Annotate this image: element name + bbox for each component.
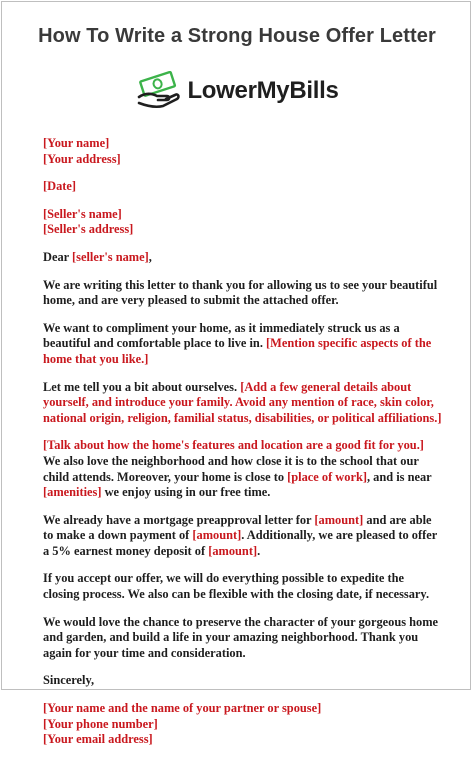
date-line [43,179,443,195]
brand-name: LowerMyBills [187,77,339,104]
page-title: How To Write a Strong House Offer Letter [38,25,436,47]
sender-name: [Your name] [43,136,110,150]
fit-placeholder: [Talk about how the home's features and location are a good fit for you.] [43,438,424,453]
sender-block [43,136,443,167]
salutation-prefix: Dear [43,249,73,264]
paragraph-closing-process: If you accept our offer, we will do everything possible to expedite the closing process. We also can be flexible with the closing date, if necessary. [43,571,430,602]
paragraph-thank-you: We would love the chance to preserve the character of your gorgeous home and garden, and build a life in your amazing neighborhood. Thank you again for your time and consideration. [43,614,439,660]
paragraph-fit [43,438,443,500]
signature-names: [Your name and the name of your partner or spouse] [43,701,322,716]
financing-text-4: . [257,543,261,558]
deposit-amount-placeholder: [amount] [208,543,258,558]
financing-text-2: and are able to make a down payment of [43,512,432,543]
fit-text-3: we enjoy using in our free time. [101,485,271,500]
sender-address: [Your address] [43,151,121,166]
money-hand-icon [135,71,183,111]
about-text: Let me tell you a bit about ourselves. [43,379,241,394]
document-page [1,1,471,747]
signature-block [43,701,443,748]
compliment-text: We want to compliment your home, as it immediately struck us as a beautiful and comfortable place to live in. [43,320,400,351]
financing-text-3: . Additionally, we are pleased to offer a 5% earnest money deposit of [43,528,437,558]
compliment-placeholder: [Mention specific aspects of the home that you like.] [43,336,432,366]
fit-text-1: We also love the neighborhood and how close it is to the school that our child attends. Moreover, your home is close to [43,453,419,484]
letter-body [43,136,443,760]
paragraph-compliment [43,321,443,368]
recipient-name: [Seller's name] [43,206,122,221]
recipient-block [43,207,443,238]
closing: Sincerely, [43,673,95,688]
signature-phone: [Your phone number] [43,716,158,731]
fit-text-2: , and is near [366,469,432,484]
salutation-name: [seller's name] [72,249,149,264]
paragraph-thanks: We are writing this letter to thank you for allowing us to see your beautiful home, and are very pleased to submit the attached offer. [43,277,438,308]
salutation-suffix: , [148,249,152,264]
paragraph-financing [43,513,443,560]
recipient-address: [Seller's address] [43,222,134,237]
down-payment-placeholder: [amount] [192,528,242,543]
brand-logo [2,66,472,116]
about-placeholder: [Add a few general details about yourself, and introduce your family. Avoid any mention of race, skin color, national origin, religion, familial status, disabilities, or political affiliations.] [43,379,442,425]
salutation [43,250,443,266]
date-placeholder: [Date] [43,179,77,194]
amenities-placeholder: [amenities] [43,485,102,500]
financing-text-1: We already have a mortgage preapproval letter for [43,512,315,527]
work-placeholder: [place of work] [287,469,367,484]
paragraph-about-us [43,380,443,427]
signature-email: [Your email address] [43,732,153,747]
preapproval-amount-placeholder: [amount] [314,512,364,527]
